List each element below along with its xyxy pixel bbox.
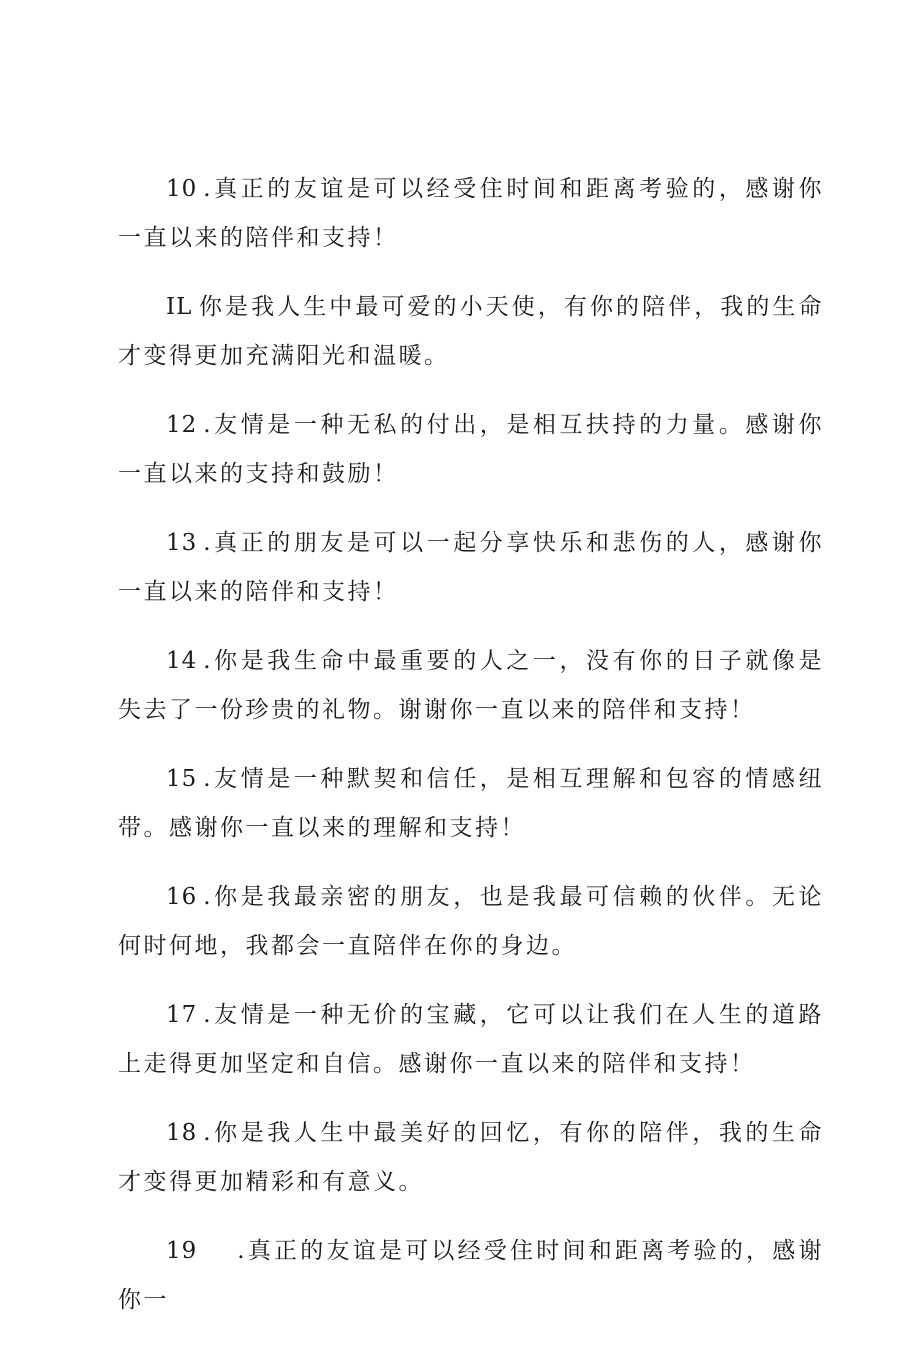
paragraph-18 xyxy=(118,1109,824,1207)
paragraph-text: .你是我最亲密的朋友，也是我最可信赖的伙伴。无论何时何地，我都会一直陪伴在你的身边。 xyxy=(118,884,824,959)
paragraph-number: 18 xyxy=(166,1120,198,1146)
paragraph-text: .友情是一种默契和信任，是相互理解和包容的情感纽带。感谢你一直以来的理解和支持！ xyxy=(118,766,824,841)
paragraph-text: .真正的友谊是可以经受住时间和距离考验的，感谢你一直以来的陪伴和支持！ xyxy=(118,176,824,251)
paragraph-text: .你是我人生中最美好的回忆，有你的陪伴，我的生命才变得更加精彩和有意义。 xyxy=(118,1120,824,1195)
paragraph-text: .友情是一种无价的宝藏，它可以让我们在人生的道路上走得更加坚定和自信。感谢你一直以来的陪伴和支持！ xyxy=(118,1002,824,1077)
paragraph-number: 16 xyxy=(166,884,198,910)
paragraph-text: .真正的友谊是可以经受住时间和距离考验的，感谢你一 xyxy=(118,1238,824,1313)
paragraph-text: 你是我人生中最可爱的小天使，有你的陪伴，我的生命才变得更加充满阳光和温暖。 xyxy=(118,294,824,369)
paragraph-16 xyxy=(118,873,824,971)
paragraph-number: 19 xyxy=(166,1238,198,1264)
paragraph-17 xyxy=(118,991,824,1089)
paragraph-number: 14 xyxy=(166,648,198,674)
paragraph-number: 10 xyxy=(166,176,198,202)
paragraph-number: 17 xyxy=(166,1002,198,1028)
paragraph-11 xyxy=(118,283,824,381)
paragraph-number: 12 xyxy=(166,412,198,438)
paragraph-19 xyxy=(118,1227,824,1325)
paragraph-10 xyxy=(118,165,824,263)
paragraph-13 xyxy=(118,519,824,617)
paragraph-text: .你是我生命中最重要的人之一，没有你的日子就像是失去了一份珍贵的礼物。谢谢你一直以来的陪伴和支持！ xyxy=(118,648,824,723)
paragraph-15 xyxy=(118,755,824,853)
paragraph-14 xyxy=(118,637,824,735)
paragraph-number: IL xyxy=(166,294,193,320)
paragraph-text: .真正的朋友是可以一起分享快乐和悲伤的人，感谢你一直以来的陪伴和支持！ xyxy=(118,530,824,605)
document-body xyxy=(118,165,824,1345)
paragraph-12 xyxy=(118,401,824,499)
paragraph-number: 15 xyxy=(166,766,198,792)
paragraph-text: .友情是一种无私的付出，是相互扶持的力量。感谢你一直以来的支持和鼓励！ xyxy=(118,412,824,487)
paragraph-number: 13 xyxy=(166,530,198,556)
